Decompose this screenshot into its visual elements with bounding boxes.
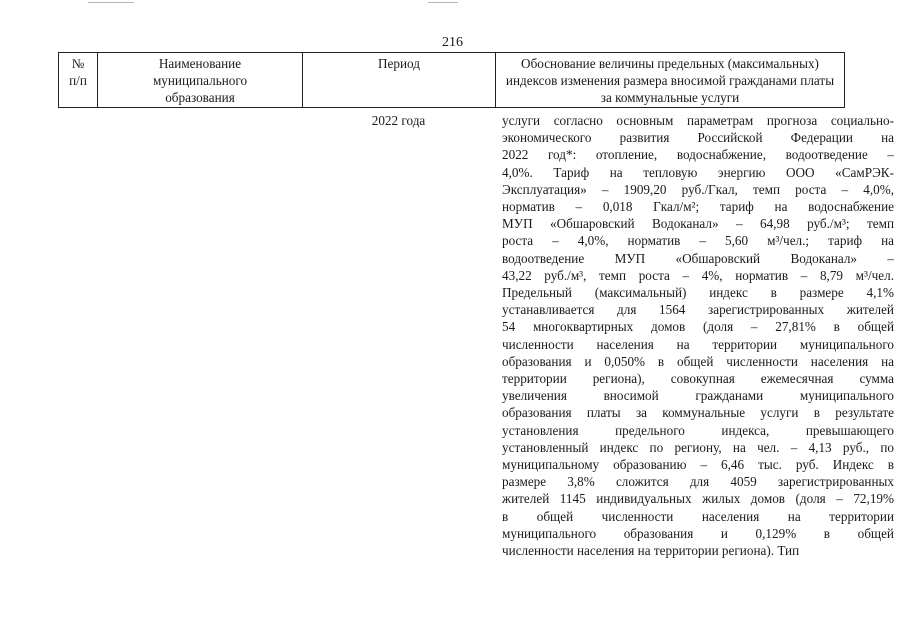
- justification-line: Эксплуатация» – 1909,20 руб./Гкал, темп роста – 4,0%,: [502, 181, 894, 197]
- scan-artifact-line: [428, 2, 458, 3]
- justification-line: размере 3,8% сложится для 4059 зарегистрированных: [502, 474, 894, 490]
- justification-line: численности населения на территории муниципального: [502, 336, 894, 352]
- justification-line: услуги согласно основным параметрам прогноза социально-: [502, 113, 894, 128]
- justification-line: экономического развития Российской Федерации на: [502, 130, 894, 146]
- justification-line: образования платы за коммунальные услуги в результате: [502, 405, 894, 421]
- justification-line: численности населения на территории региона). Тип: [502, 543, 800, 559]
- justification-line: увеличения вносимой гражданами муниципального: [502, 388, 894, 404]
- justification-line: жителей 1145 индивидуальных жилых домов (доля – 72,19%: [502, 491, 894, 507]
- justification-line: норматив – 0,018 Гкал/м²; тариф на водоснабжение: [502, 199, 894, 215]
- justification-line: устанавливается для 1564 зарегистрированных жителей: [502, 302, 894, 318]
- justification-line: 2022 год*: отопление, водоснабжение, водоотведение –: [502, 147, 894, 163]
- period-cell: 2022 года: [371, 113, 426, 128]
- header-period-line: Период: [378, 56, 420, 71]
- header-municipality-line: муниципального: [152, 73, 248, 88]
- table-header-row: [58, 52, 845, 108]
- scan-artifact-line: [88, 2, 134, 3]
- justification-line: Предельный (максимальный) индекс в размере 4,1%: [502, 285, 894, 301]
- justification-line: водоотведение МУП «Обшаровский Водоканал» –: [502, 250, 894, 266]
- justification-line: установленный индекс по региону, на чел. – 4,13 руб., по: [502, 439, 894, 455]
- table-row: [58, 108, 894, 578]
- header-municipality-line: образования: [165, 90, 235, 105]
- header-justification-line: Обоснование величины предельных (максимальных): [521, 56, 819, 71]
- header-justification: [495, 53, 845, 107]
- header-municipality: [97, 53, 302, 107]
- justification-cell: [502, 112, 894, 559]
- data-table: [58, 52, 894, 578]
- justification-line: в общей численности населения на территории: [502, 508, 894, 524]
- justification-line: установления предельного индекса, превышающего: [502, 422, 894, 438]
- header-number: [58, 53, 97, 107]
- justification-line: роста – 4,0%, норматив – 5,60 м³/чел.; тариф на: [502, 233, 894, 249]
- header-number-line: п/п: [69, 73, 87, 88]
- justification-line: образования и 0,050% в общей численности населения на: [502, 353, 894, 369]
- justification-line: МУП «Обшаровский Водоканал» – 64,98 руб./м³; темп: [502, 216, 894, 232]
- header-municipality-line: Наименование: [158, 56, 242, 71]
- justification-line: 4,0%. Тариф на тепловую энергию ООО «СамРЭК-: [502, 164, 894, 180]
- justification-line: 54 многоквартирных домов (доля – 27,81% в общей: [502, 319, 894, 335]
- header-period: [302, 53, 495, 107]
- header-number-line: №: [71, 56, 85, 71]
- header-justification-line: индексов изменения размера вносимой гражданами платы: [505, 73, 835, 88]
- justification-line: муниципальному образованию – 6,46 тыс. руб. Индекс в: [502, 457, 894, 473]
- header-justification-line: за коммунальные услуги: [600, 90, 740, 105]
- justification-line: 43,22 руб./м³, темп роста – 4%, норматив – 8,79 м³/чел.: [502, 267, 894, 283]
- justification-line: муниципального образования и 0,129% в общей: [502, 525, 894, 541]
- justification-line: территории региона), совокупная ежемесячная сумма: [502, 371, 894, 387]
- page-number: 216: [442, 35, 463, 50]
